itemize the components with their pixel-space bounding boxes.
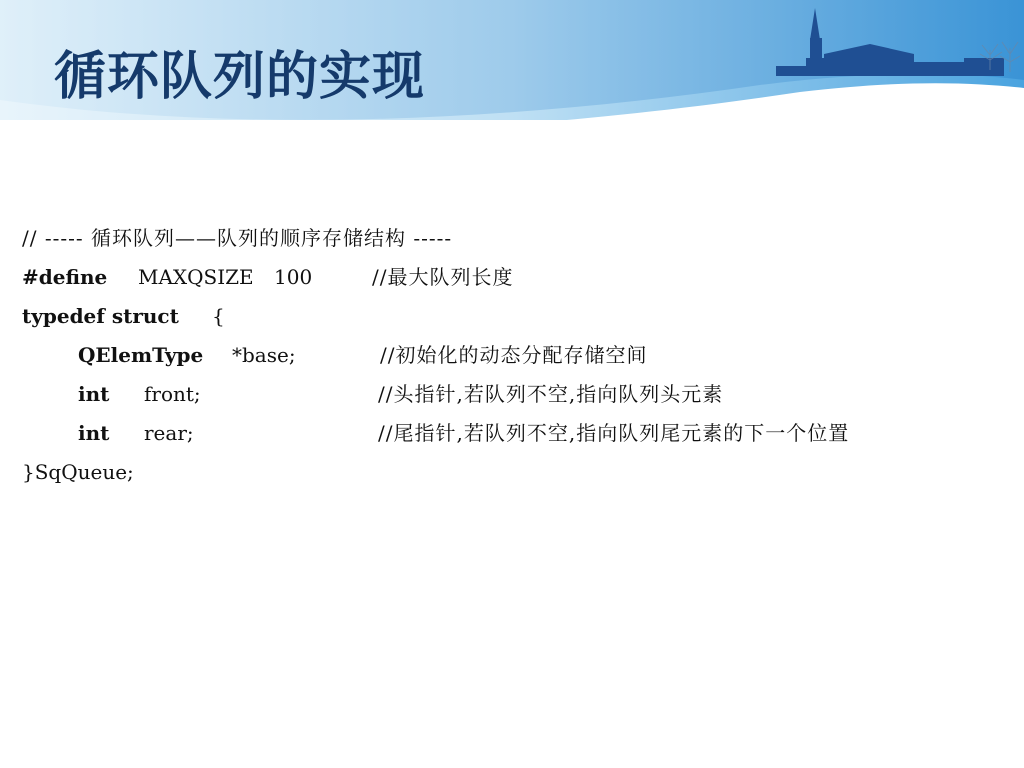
- field-decl-base: *base;: [232, 343, 296, 367]
- field-type-qelemtype: QElemType: [78, 343, 204, 367]
- open-brace: {: [212, 304, 225, 328]
- field-comment-front: //头指针,若队列不空,指向队列头元素: [378, 382, 724, 406]
- header-comment: // ----- 循环队列——队列的顺序存储结构 -----: [22, 226, 453, 250]
- macro-name: MAXQSIZE: [138, 265, 254, 289]
- macro-value: 100: [274, 265, 313, 289]
- define-directive: #define: [22, 265, 108, 289]
- field-type-int-front: int: [78, 382, 110, 406]
- field-comment-rear: //尾指针,若队列不空,指向队列尾元素的下一个位置: [378, 421, 850, 445]
- field-decl-front: front;: [144, 382, 201, 406]
- field-comment-base: //初始化的动态分配存储空间: [380, 343, 648, 367]
- typedef-struct-keyword: typedef struct: [22, 304, 179, 328]
- macro-comment: //最大队列长度: [372, 265, 514, 289]
- struct-close: }SqQueue;: [22, 460, 134, 484]
- field-decl-rear: rear;: [144, 421, 194, 445]
- field-type-int-rear: int: [78, 421, 110, 445]
- slide-title: 循环队列的实现: [54, 47, 426, 107]
